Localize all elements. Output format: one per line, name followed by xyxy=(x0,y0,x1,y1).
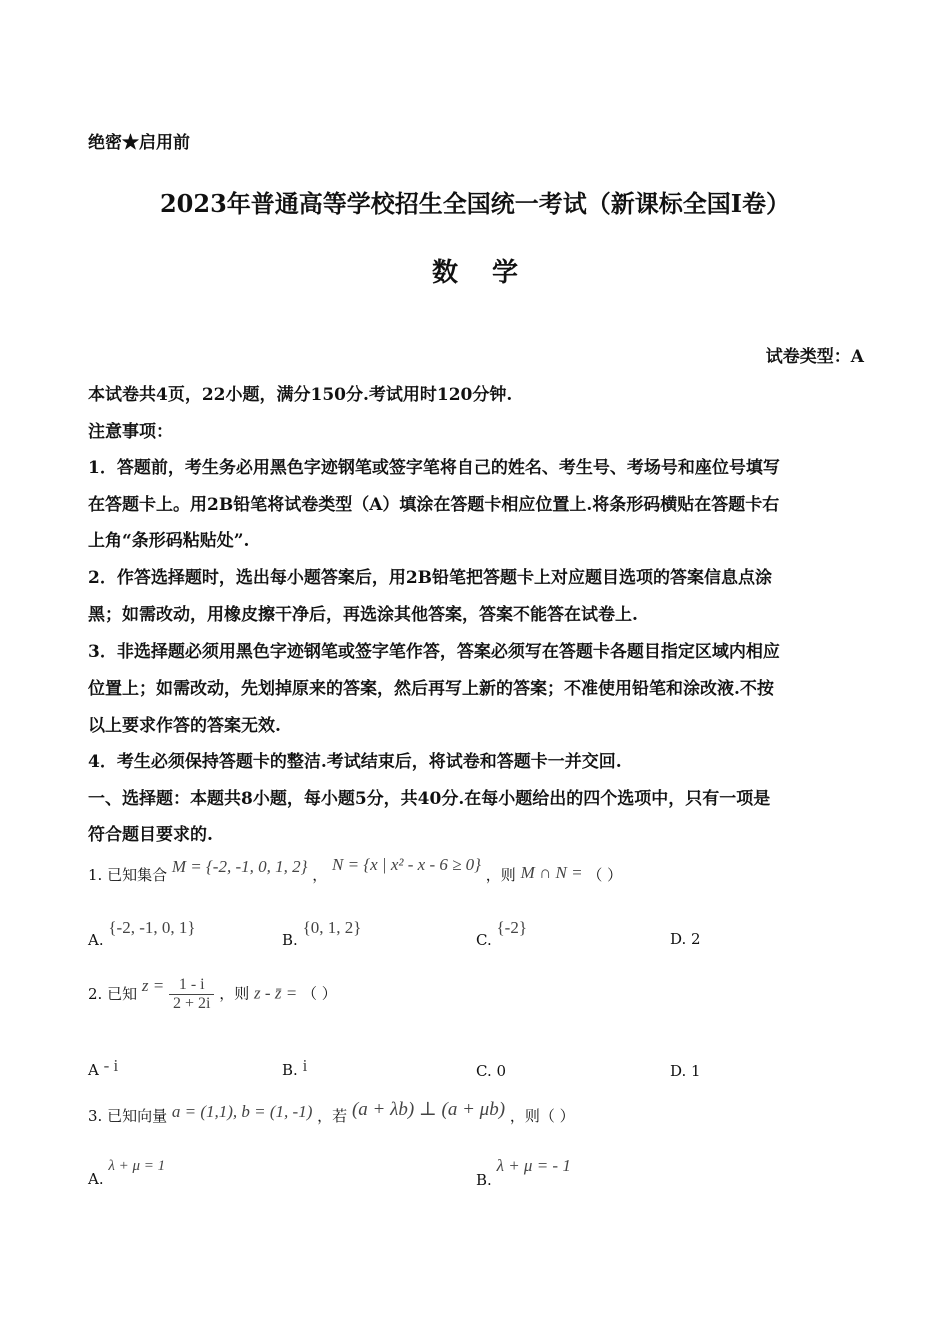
q1-prefix: 1. 已知集合 xyxy=(88,866,168,884)
q1-option-b-value: {0, 1, 2} xyxy=(302,918,362,937)
note-3-line-3: 以上要求作答的答案无效. xyxy=(88,716,281,736)
q1-set-n: N = {x | x² - x - 6 ≥ 0} xyxy=(332,855,481,874)
q1-option-a xyxy=(88,918,196,949)
q2-fraction xyxy=(169,976,214,1013)
note-1-line-1: 1．答题前，考生务必用黑色字迹钢笔或签字笔将自己的姓名、考生号、考场号和座位号填写 xyxy=(88,458,780,478)
q1-expression: M ∩ N = xyxy=(520,863,583,882)
q1-option-d: D. 2 xyxy=(670,930,701,948)
q3-option-a xyxy=(88,1156,166,1188)
q3-condition: (a + λb) ⊥ (a + μb) xyxy=(351,1099,506,1120)
section-1-line-1: 一、选择题：本题共8小题，每小题5分，共40分.在每小题给出的四个选项中，只有一项是 xyxy=(88,789,771,809)
paper-type: 试卷类型：A xyxy=(765,347,864,367)
note-3-line-2: 位置上；如需改动，先划掉原来的答案，然后再写上新的答案；不准使用铅笔和涂改液.不按 xyxy=(88,679,774,699)
q2-option-a-value: - i xyxy=(103,1056,119,1075)
q3-option-b-label: B. xyxy=(476,1171,492,1189)
q3-if: ，若 xyxy=(317,1107,348,1125)
q3-option-a-value: λ + μ = 1 xyxy=(108,1158,166,1174)
q2-expression: z - z̄ = xyxy=(254,983,298,1003)
q2-option-a xyxy=(88,1056,119,1080)
q1-set-m: M = {-2, -1, 0, 1, 2} xyxy=(171,857,308,876)
q1-option-c-label: C. xyxy=(476,931,492,949)
note-3-line-1: 3．非选择题必须用黑色字迹钢笔或签字笔作答，答案必须写在答题卡各题目指定区域内相应 xyxy=(88,642,780,662)
note-4: 4．考生必须保持答题卡的整洁.考试结束后，将试卷和答题卡一并交回. xyxy=(88,752,622,772)
q3-prefix: 3. 已知向量 xyxy=(88,1107,168,1125)
note-1-line-3: 上角“条形码粘贴处”. xyxy=(88,531,250,551)
exam-summary: 本试卷共4页，22小题，满分150分.考试用时120分钟. xyxy=(88,385,513,405)
note-2-line-1: 2．作答选择题时，选出每小题答案后，用2B铅笔把答题卡上对应题目选项的答案信息点涂 xyxy=(88,568,773,588)
q2-then: ，则 xyxy=(219,984,250,1003)
q2-lhs: z = xyxy=(141,975,165,995)
q2-option-c: C. 0 xyxy=(476,1062,507,1080)
q1-option-a-label: A. xyxy=(88,931,104,949)
q3-option-b-value: λ + μ = - 1 xyxy=(496,1156,571,1175)
q1-option-c-value: {-2} xyxy=(496,918,527,937)
q1-answer-blank: （ ） xyxy=(587,866,623,884)
q1-then: ，则 xyxy=(485,866,516,884)
q1-option-b-label: B. xyxy=(282,931,298,949)
q2-denominator: 2 + 2i xyxy=(173,995,211,1012)
question-1 xyxy=(88,855,623,885)
q2-prefix: 2. 已知 xyxy=(88,984,138,1003)
q2-option-a-label: A xyxy=(88,1061,99,1079)
notes-heading: 注意事项： xyxy=(88,422,173,442)
q2-option-b-value: i xyxy=(302,1056,308,1075)
q1-option-a-value: {-2, -1, 0, 1} xyxy=(108,918,196,937)
q2-option-d: D. 1 xyxy=(670,1062,701,1080)
q3-vectors: a = (1,1), b = (1, -1) xyxy=(171,1102,313,1121)
note-1-line-2: 在答题卡上。用2B铅笔将试卷类型（A）填涂在答题卡相应位置上.将条形码横贴在答题卡右 xyxy=(88,495,780,515)
q1-separator: ， xyxy=(312,866,328,884)
secret-label: 绝密★启用前 xyxy=(88,133,190,153)
exam-title: 2023年普通高等学校招生全国统一考试（新课标全国Ⅰ卷） xyxy=(159,189,791,218)
subject-title: 数学 xyxy=(431,258,552,288)
q2-option-b xyxy=(282,1056,308,1080)
q3-option-a-label: A. xyxy=(88,1170,104,1188)
q3-then: ，则（ ） xyxy=(509,1107,575,1125)
q3-option-b xyxy=(476,1156,571,1189)
note-2-line-2: 黑；如需改动，用橡皮擦干净后，再选涂其他答案，答案不能答在试卷上. xyxy=(88,605,638,625)
q2-numerator: 1 - i xyxy=(169,976,214,995)
q1-option-c xyxy=(476,918,527,949)
question-3 xyxy=(88,1099,575,1127)
q2-option-b-label: B. xyxy=(282,1061,298,1079)
question-2 xyxy=(88,976,337,1013)
q2-answer-blank: （ ） xyxy=(301,984,337,1003)
q1-option-b xyxy=(282,918,362,949)
section-1-line-2: 符合题目要求的. xyxy=(88,825,213,845)
